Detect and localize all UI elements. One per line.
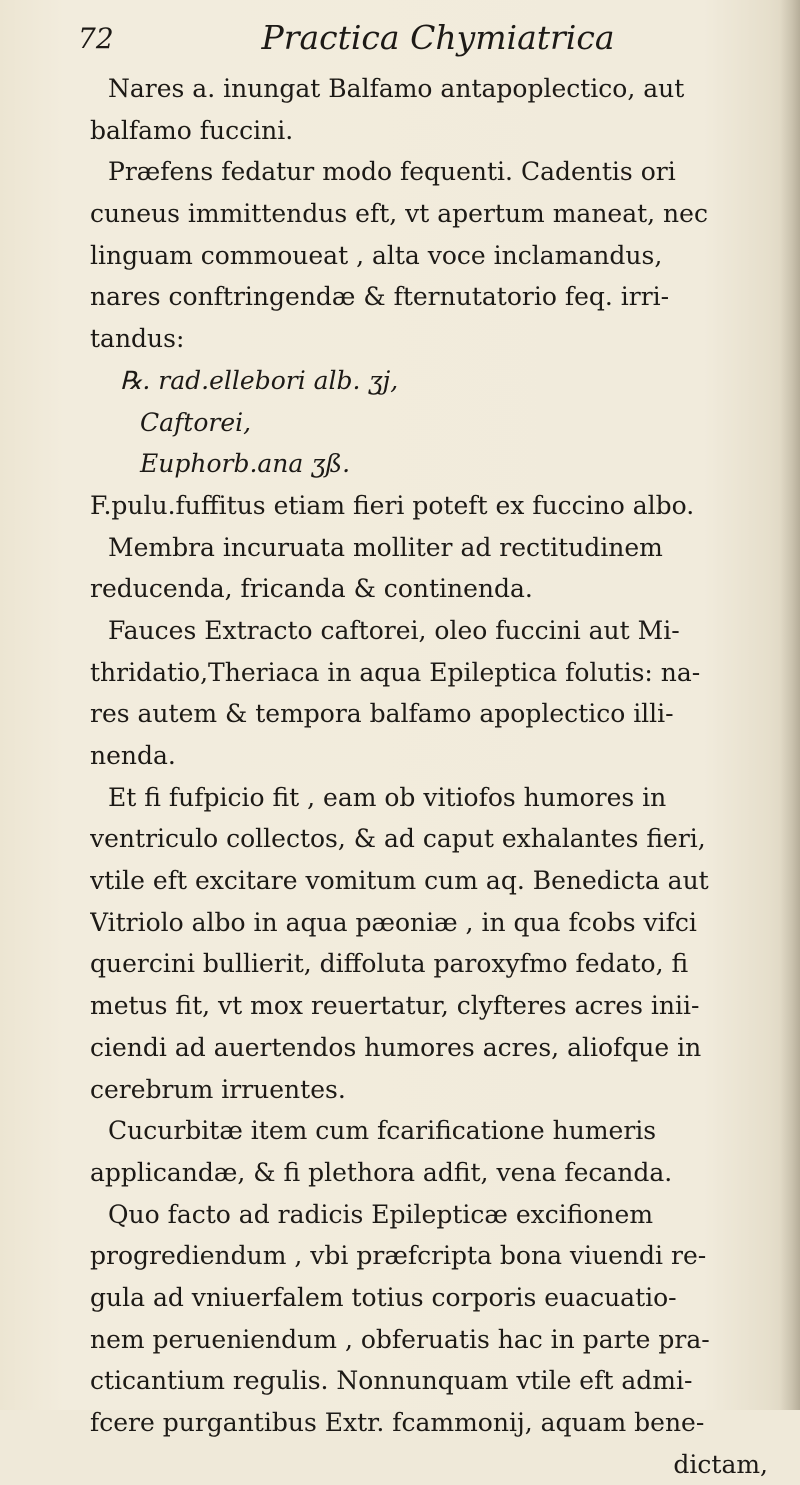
text-line: Fauces Extracto caftorei, oleo fuccini aut Mi- xyxy=(108,615,680,645)
text-line: ventriculo collectos, & ad caput exhalantes fieri, xyxy=(90,824,706,854)
text-line: vtile eft excitare vomitum cum aq. Benedicta aut xyxy=(90,866,709,896)
text-line: quercini bullierit, diffoluta paroxyfmo fedato, fi xyxy=(90,949,689,979)
text-line: cuneus immittendus eft, vt apertum maneat, nec xyxy=(90,199,708,229)
text-line: cticantium regulis. Nonnunquam vtile eft admi- xyxy=(90,1366,693,1396)
text-line: gula ad vniuerfalem totius corporis euacuatio- xyxy=(90,1282,677,1312)
text-line: applicandæ, & fi plethora adfit, vena fecanda. xyxy=(90,1157,673,1187)
text-line: Nares a. inungat Balfamo antapoplectico, aut xyxy=(108,74,685,103)
text-line: Cucurbitæ item cum fcarificatione humeris xyxy=(108,1116,657,1146)
recipe-line: ℞. rad.ellebori alb. ʒj, xyxy=(120,365,399,395)
text-line: cerebrum irruentes. xyxy=(90,1074,346,1104)
text-line: Et fi fufpicio fit , eam ob vitiofos humores in xyxy=(108,782,667,812)
text-line: F.pulu.fuffitus etiam fieri poteft ex fuccino albo. xyxy=(90,490,695,520)
text-line: Vitriolo albo in aqua pæoniæ , in qua fcobs vifci xyxy=(90,907,697,937)
text-line: metus fit, vt mox reuertatur, clyfteres acres inii- xyxy=(90,991,700,1021)
text-line: fcere purgantibus Extr. fcammonij, aquam bene- xyxy=(90,1408,705,1437)
page-header xyxy=(78,14,778,64)
text-line: tandus: xyxy=(90,324,185,354)
text-line: Quo facto ad radicis Epilepticæ excifionem xyxy=(108,1199,654,1229)
catchword: dictam, xyxy=(673,1449,768,1479)
text-line: progrediendum , vbi præfcripta bona viuendi re- xyxy=(90,1241,707,1271)
text-line: ciendi ad auertendos humores acres, aliofque in xyxy=(90,1032,702,1062)
text-line: res autem & tempora balfamo apoplectico illi- xyxy=(90,699,674,729)
text-line: linguam commoueat , alta voce inclamandus, xyxy=(90,240,663,270)
recipe-line: Caftorei, xyxy=(140,407,252,437)
page-number: 72 xyxy=(78,22,114,55)
text-line: thridatio,Theriaca in aqua Epileptica folutis: na- xyxy=(90,657,701,687)
text-line: Membra incuruata molliter ad rectitudinem xyxy=(108,532,663,562)
text-line: Præfens fedatur modo fequenti. Cadentis ori xyxy=(108,157,676,187)
text-line: reducenda, fricanda & continenda. xyxy=(90,574,533,604)
running-title: Practica Chymiatrica xyxy=(261,18,615,57)
text-line: nenda. xyxy=(90,741,176,770)
text-line: balfamo fuccini. xyxy=(90,115,294,145)
text-line: nem perueniendum , obferuatis hac in parte pra- xyxy=(90,1324,710,1354)
text-line: nares conftringendæ & fternutatorio feq. irri- xyxy=(90,282,670,312)
body-text xyxy=(90,68,790,1485)
recipe-line: Euphorb.ana ʒß. xyxy=(140,449,351,479)
